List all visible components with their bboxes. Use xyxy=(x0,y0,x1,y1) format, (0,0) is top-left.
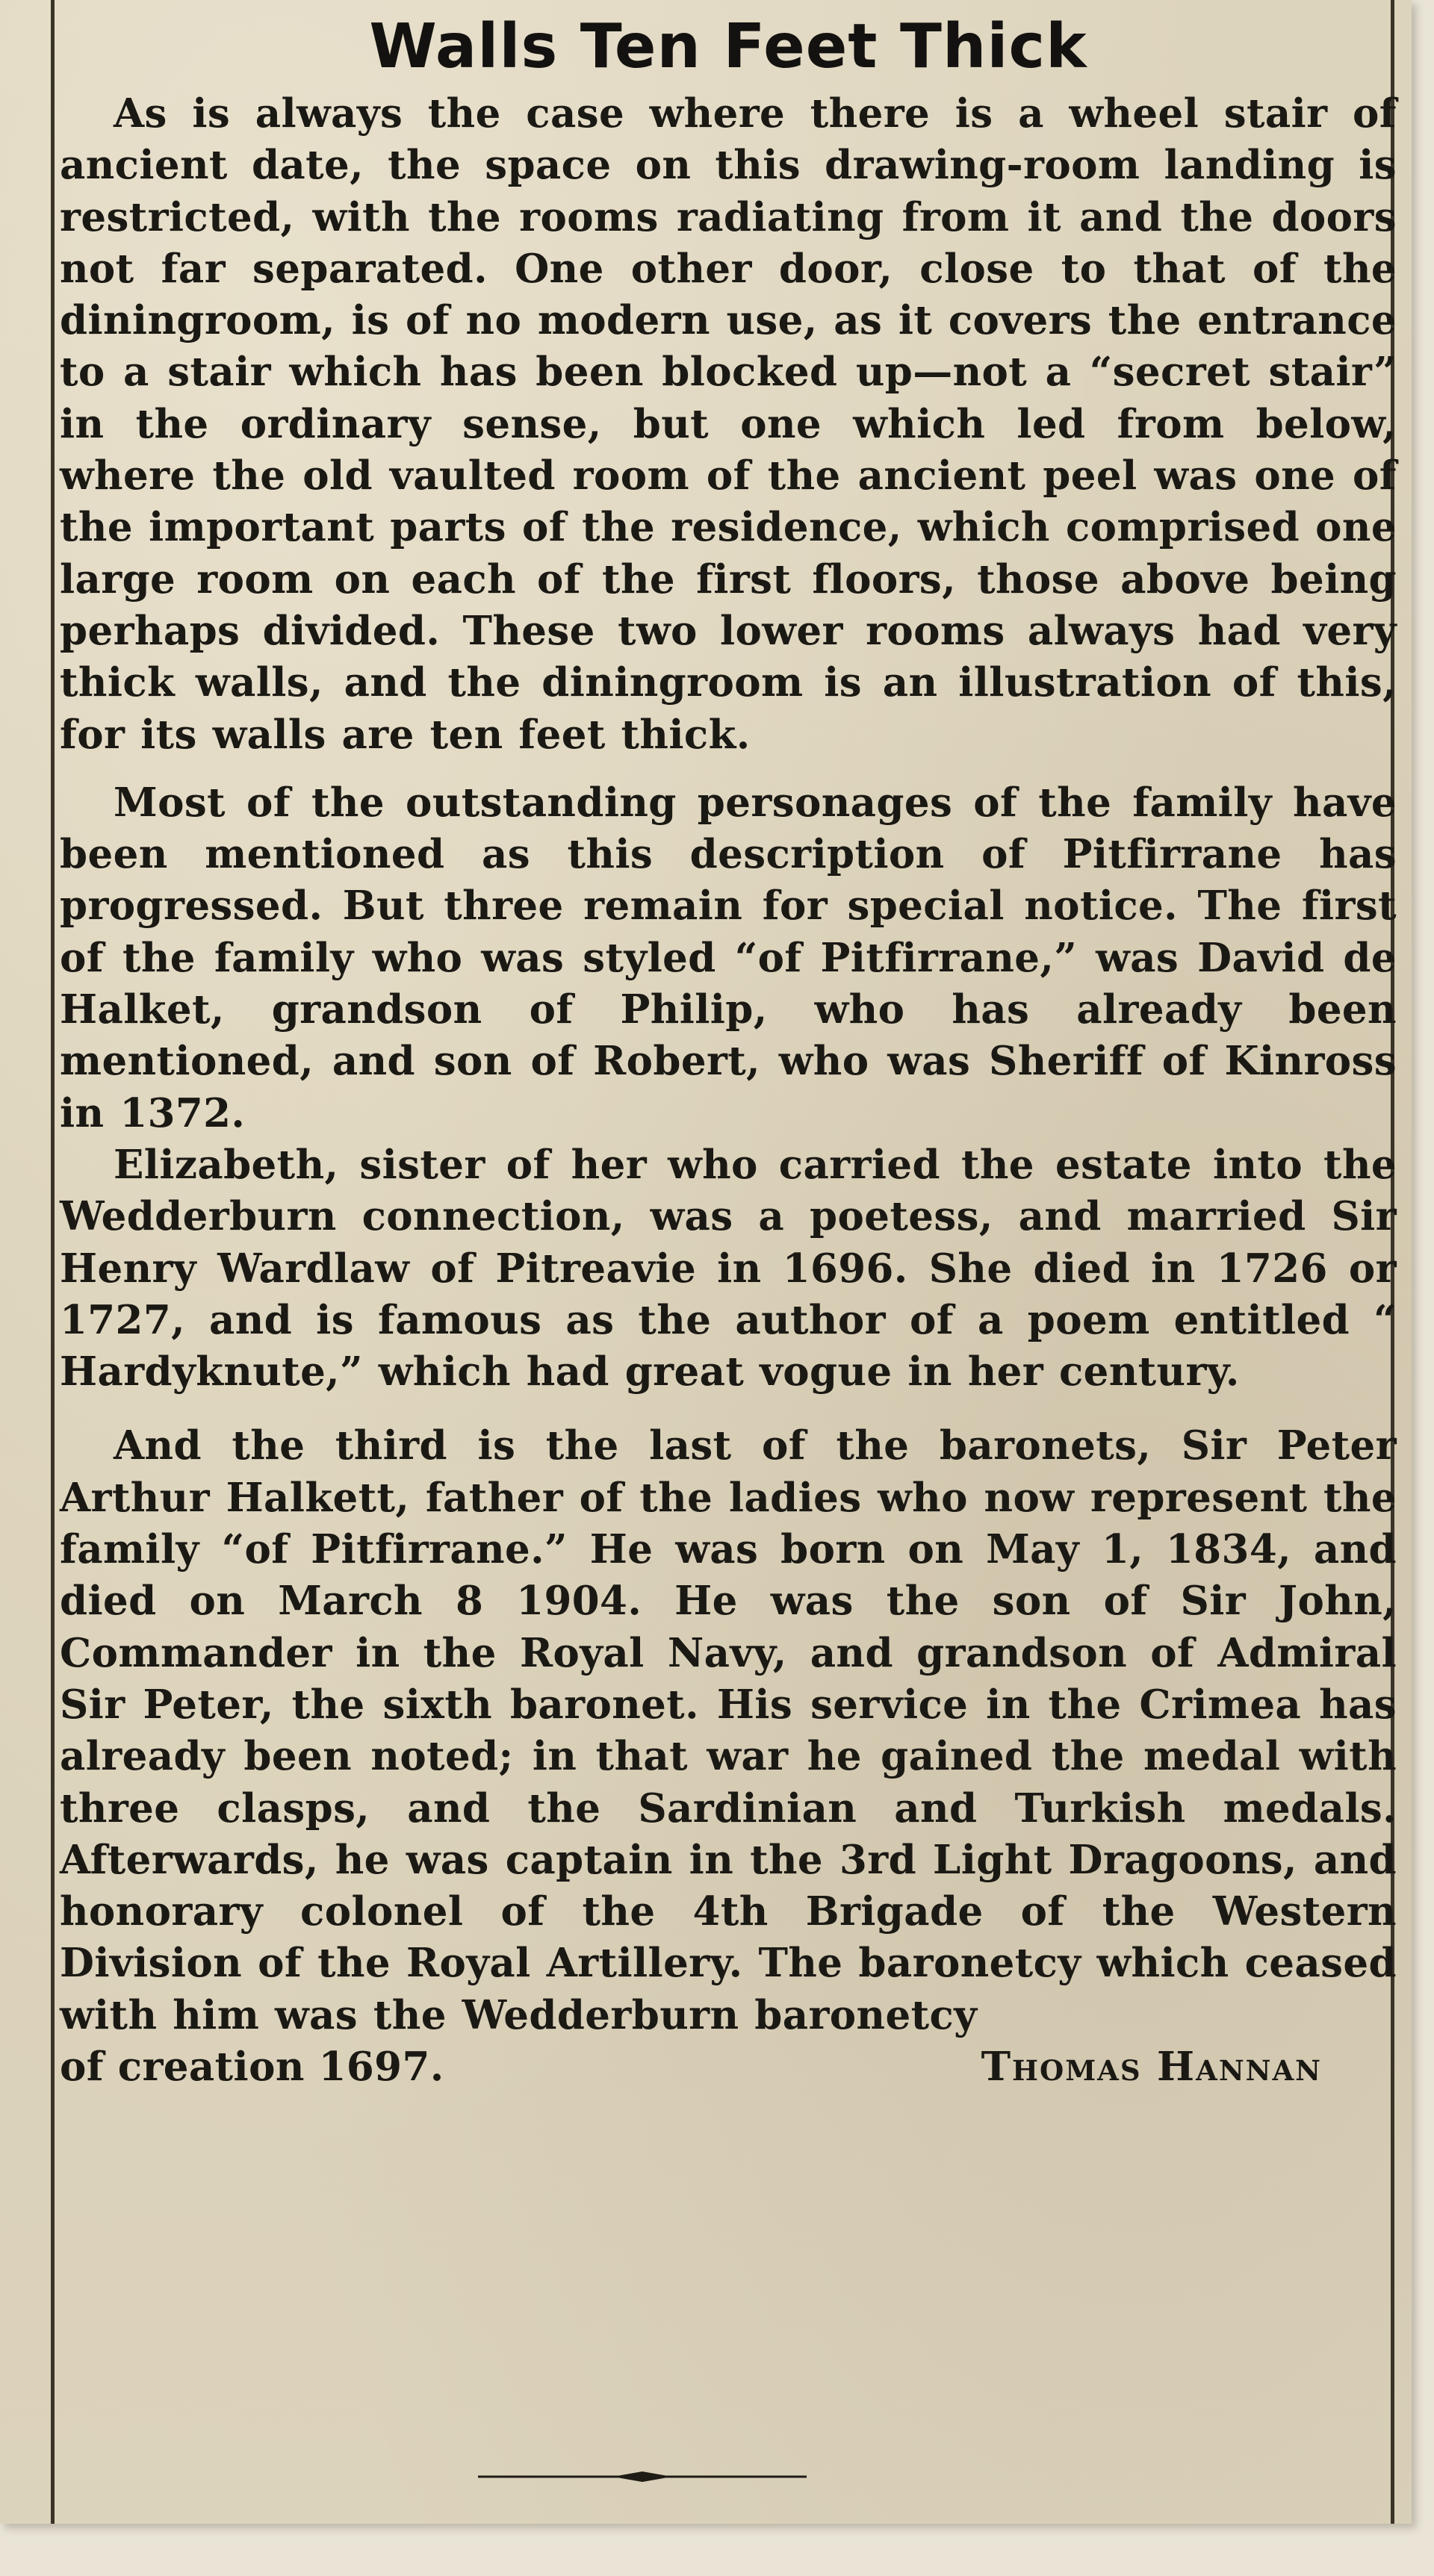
author-byline: Thomas Hannan xyxy=(981,2043,1322,2090)
article xyxy=(60,6,1397,2093)
column-rule-left xyxy=(51,0,55,2524)
paragraph-1: As is always the case where there is a wheel stair of ancient date, the space on this drawing-room landing is restricted, with the rooms radiating from it and the doors not far separated. One other door, close to that of the diningroom, is of no modern use, as it covers the entrance to a stair which has been blocked up—not a “secret stair” in the ordinary sense, but one which led from below, where the old vaulted room of the ancient peel was one of the important parts of the residence, which comprised one large room on each of the first floors, those above being perhaps divided. These two lower rooms always had very thick walls, and the diningroom is an illustration of this, for its walls are ten feet thick. xyxy=(60,90,1397,758)
paragraph-2: Most of the outstanding personages of the family have been mentioned as this description of Pitfirrane has progressed. But three remain for special notice. The first of the family who was styled “of Pitfirrane,” was David de Halket, grandson of Philip, who has already been mentioned, and son of Robert, who was Sheriff of Kinross in 1372. xyxy=(60,779,1397,1136)
end-of-article-dash xyxy=(478,2470,807,2483)
paragraph-3: Elizabeth, sister of her who carried the estate into the Wedderburn connection, was a poetess, and married Sir Henry Wardlaw of Pitreavie in 1696. She died in 1726 or 1727, and is famous as the author of a poem entitled “ Hardyknute,” which had great vogue in her century. xyxy=(60,1141,1397,1396)
paragraph-4: And the third is the last of the baronets, Sir Peter Arthur Halkett, father of the ladies who now represent the family “of Pitfirrane.” He was born on May 1, 1834, and died on March 8 1904. He was the son of Sir John, Commander in the Royal Navy, and grandson of Admiral Sir Peter, the sixth baronet. His service in the Crimea has already been noted; in that war he gained the medal with three clasps, and the Sardinian and Turkish medals. Afterwards, he was captain in the 3rd Light Dragoons, and honorary colonel of the 4th Brigade of the Western Division of the Royal Artillery. The baronetcy which ceased with him was the Wedderburn baronetcy xyxy=(60,1422,1397,2038)
closing-line-row xyxy=(60,2041,1397,2093)
headline: Walls Ten Feet Thick xyxy=(369,11,1087,82)
closing-line: of creation 1697. xyxy=(60,2043,444,2090)
